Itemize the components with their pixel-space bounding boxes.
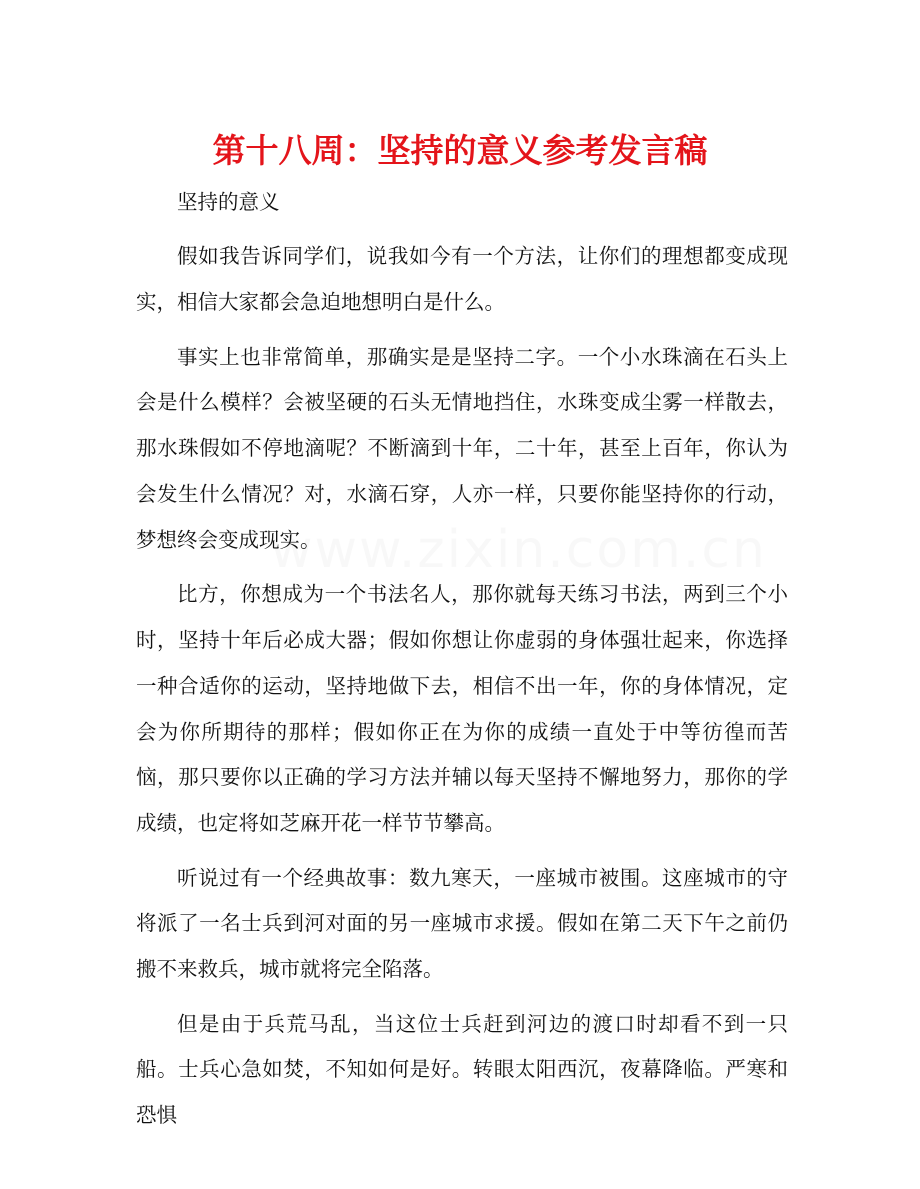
paragraph: 听说过有一个经典故事：数九寒天，一座城市被围。这座城市的守将派了一名士兵到河对面的另一座城市求援。假如在第二天下午之前仍搬不来救兵，城市就将完全陷落。 <box>136 865 788 982</box>
paragraph: 但是由于兵荒马乱，当这位士兵赶到河边的渡口时却看不到一只船。士兵心急如焚，不知如何是好。转眼太阳西沉，夜幕降临。严寒和恐惧 <box>136 1011 788 1128</box>
paragraph-heading: 坚持的意义 <box>177 190 280 214</box>
paragraph: 比方，你想成为一个书法名人，那你就每天练习书法，两到三个小时，坚持十年后必成大器；假如你想让你虚弱的身体强壮起来，你选择一种合适你的运动，坚持地做下去，相信不出一年，你的身体情况，定会为你所期待的那样；假如你正在为你的成绩一直处于中等彷徨而苦恼，那只要你以正确的学习方法并辅以每天坚持不懈地努力，那你的学成绩，也定将如芝麻开花一样节节攀高。 <box>136 582 788 836</box>
paragraph: 事实上也非常简单，那确实是是坚持二字。一个小水珠滴在石头上会是什么模样？会被坚硬的石头无情地挡住，水珠变成尘雾一样散去，那水珠假如不停地滴呢？不断滴到十年，二十年，甚至上百年，你认为会发生什么情况？对，水滴石穿，人亦一样，只要你能坚持你的行动，梦想终会变成现实。 <box>136 344 788 552</box>
document-body <box>136 180 788 1148</box>
watermark: www.zixin.com.cn <box>270 520 767 580</box>
document-title: 第十八周：坚持的意义参考发言稿 <box>212 131 708 170</box>
paragraph: 假如我告诉同学们，说我如今有一个方法，让你们的理想都变成现实，相信大家都会急迫地想明白是什么。 <box>136 244 788 315</box>
